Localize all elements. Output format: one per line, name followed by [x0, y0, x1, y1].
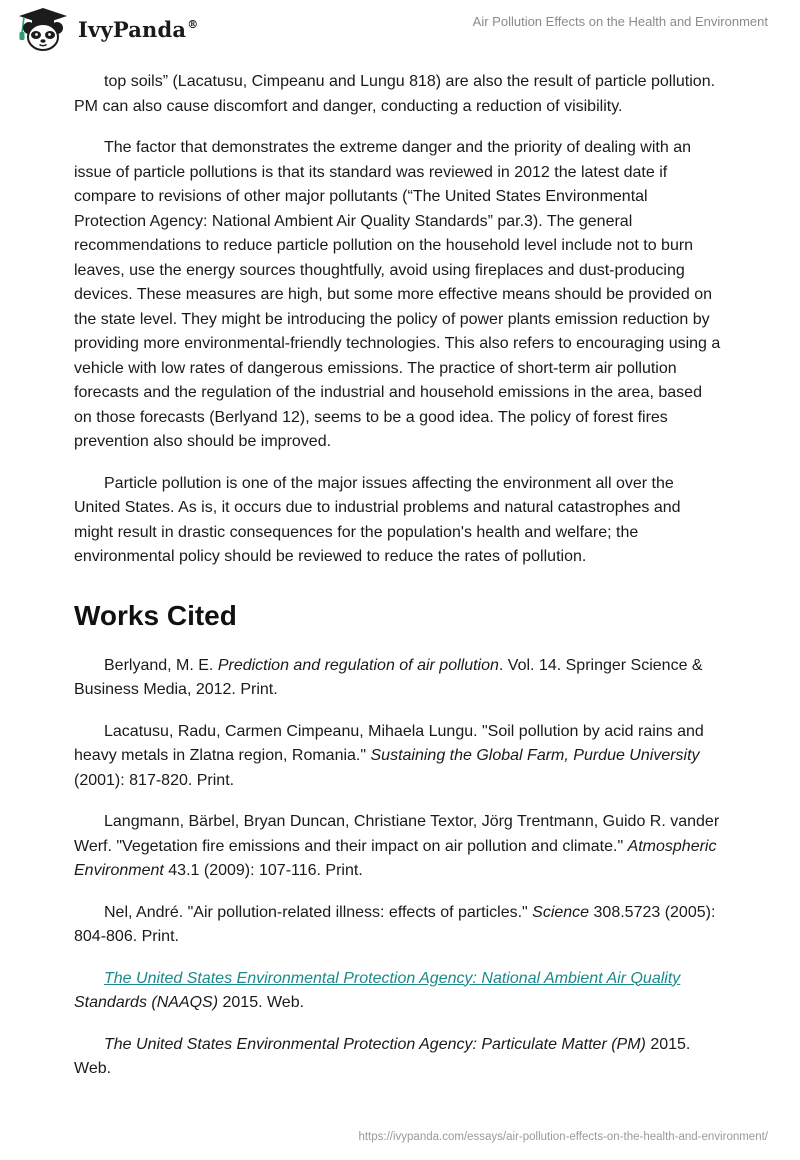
paragraph: The factor that demonstrates the extreme danger and the priority of dealing with an issue of particle pollutions is that its standard was reviewed in 2012 the latest date if compare to revisions of other major pollutants (“The United States Environmental Protection Agency: National Ambient Air Quality Standards” par.3). The general recommendations to reduce particle pollution on the household level include not to burn leaves, use the energy sources thoughtfully, avoid using fireplaces and dust-producing devices. These measures are high, but some more effective means should be provided on the state level. They might be introducing the policy of power plants emission reduction by providing more environmental-friendly technologies. This also refers to encouraging using a vehicle with low rates of dangerous emissions. The practice of short-term air pollution forecasts and the regulation of the industrial and household emissions in the area, based on those forecasts (Berlyand 12), seems to be a good idea. The policy of forest fires prevention also should be improved. [74, 139, 721, 450]
logo-wordmark: IvyPanda® [78, 16, 199, 42]
source-url: https://ivypanda.com/essays/air-pollution-effects-on-the-health-and-environment/ [358, 1131, 768, 1143]
citation: The United States Environmental Protection Agency: Particulate Matter (PM) 2015. Web. [74, 1035, 691, 1077]
panda-graduate-icon [15, 6, 71, 52]
page-header [0, 0, 800, 70]
citation: The United States Environmental Protection Agency: National Ambient Air Quality Standards (NAAQS) 2015. Web. [74, 969, 681, 1011]
paragraph: top soils” (Lacatusu, Cimpeanu and Lungu 818) are also the result of particle pollution. PM can also cause discomfort and danger, conducting a reduction of visibility. [74, 73, 716, 115]
citation: Berlyand, M. E. Prediction and regulation of air pollution. Vol. 14. Springer Science & Business Media, 2012. Print. [74, 656, 703, 698]
works-cited-heading: Works Cited [74, 599, 237, 631]
citation: Nel, André. "Air pollution-related illness: effects of particles." Science 308.5723 (2005): 804-806. Print. [74, 903, 716, 945]
running-title: Air Pollution Effects on the Health and Environment [472, 14, 768, 29]
paragraph: Particle pollution is one of the major issues affecting the environment all over the United States. As is, it occurs due to industrial problems and natural catastrophes and might result in drastic consequences for the population's health and welfare; the environmental policy should be reviewed to reduce the rates of pollution. [74, 474, 681, 565]
works-cited-list [74, 654, 724, 1082]
ivypanda-logo[interactable] [15, 6, 198, 52]
citation: Langmann, Bärbel, Bryan Duncan, Christiane Textor, Jörg Trentmann, Guido R. vander Werf. "Vegetation fire emissions and their impact on air pollution and climate." Atmospheric Environment 43.1 (2009): 107-116. Print. [74, 813, 720, 879]
essay-content [74, 70, 724, 1082]
citation-link-naaqs[interactable]: The United States Environmental Protection Agency: National Ambient Air Quality [104, 969, 681, 987]
citation: Lacatusu, Radu, Carmen Cimpeanu, Mihaela Lungu. "Soil pollution by acid rains and heavy metals in Zlatna region, Romania." Sustaining the Global Farm, Purdue University (2001): 817-820. Print. [74, 722, 704, 789]
